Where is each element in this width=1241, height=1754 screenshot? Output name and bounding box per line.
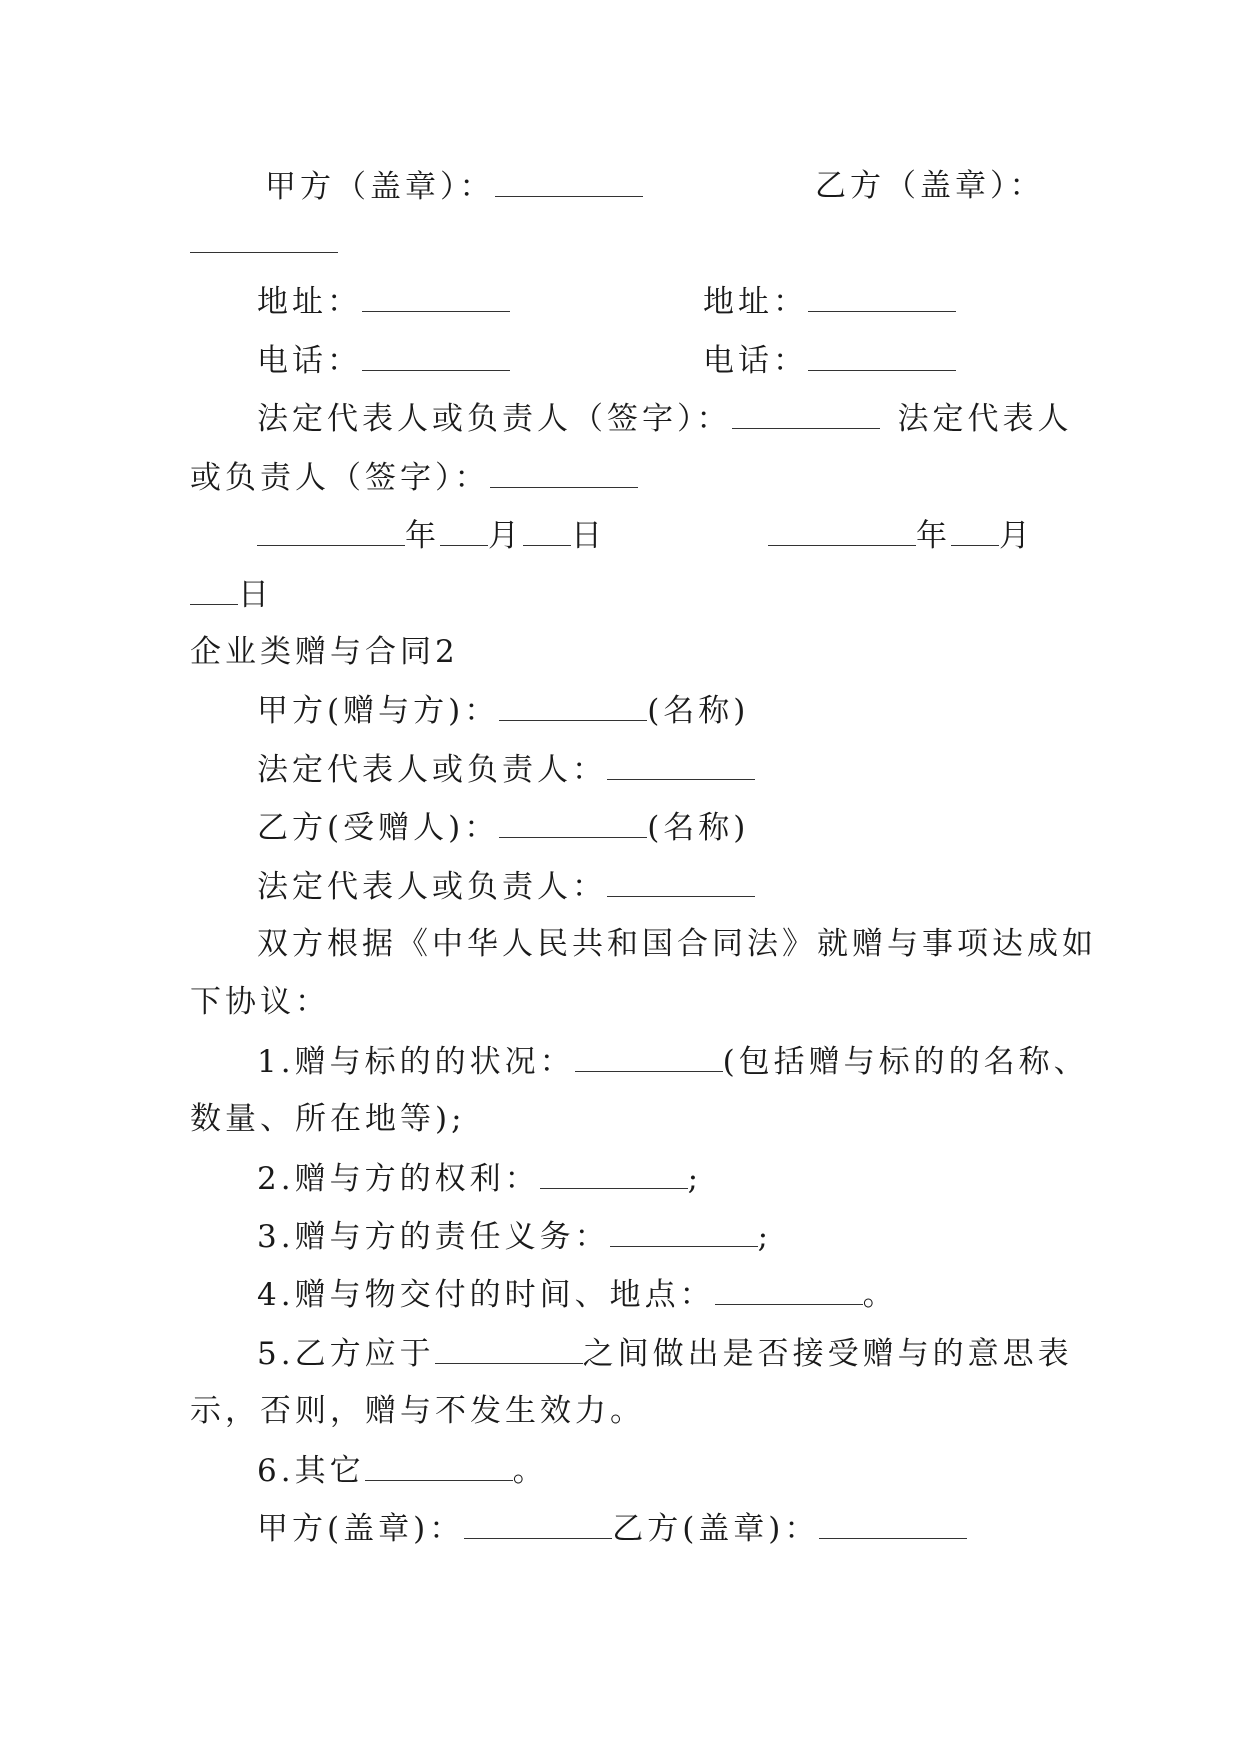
- date-b-month-blank: [951, 515, 999, 546]
- item3-label: 3.赠与方的责任义务：: [257, 1219, 610, 1255]
- sign-a-blank: [464, 1508, 612, 1539]
- contract2-party-a-line: [257, 690, 1137, 730]
- contract2-sign-line: [257, 1508, 1137, 1548]
- contract2-intro-line-2: 下协议：: [190, 984, 330, 1020]
- contract2-intro-line-1: 双方根据《中华人民共和国合同法》就赠与事项达成如: [257, 926, 1097, 962]
- item4-label: 4.赠与物交付的时间、地点：: [257, 1277, 715, 1313]
- item4-suffix: 。: [862, 1277, 898, 1313]
- contract2-party-a-blank: [499, 690, 647, 721]
- date-b-year-blank: [768, 515, 916, 546]
- contract2-item3-line: [257, 1216, 1137, 1256]
- sig1-date-a-line: [257, 515, 677, 555]
- item5-blank: [435, 1333, 583, 1364]
- sig1-rep-b-label-2: 或负责人（签字）：: [190, 460, 490, 496]
- sig1-rep-b-blank: [490, 457, 638, 488]
- contract2-item1-line: [257, 1041, 1137, 1081]
- contract2-rep-b-blank: [607, 866, 755, 897]
- sig1-address-a-line: [257, 281, 657, 321]
- item6-suffix: 。: [512, 1453, 548, 1489]
- sig1-address-a-label: 地址：: [257, 284, 362, 320]
- sig1-rep-a-label: 法定代表人或负责人（签字）：: [257, 401, 732, 437]
- item5-suffix: 之间做出是否接受赠与的意思表: [582, 1336, 1073, 1372]
- contract2-rep-a-line: [257, 749, 1137, 789]
- sig1-address-b-blank: [808, 281, 956, 312]
- sig1-rep-b-label-1: 法定代表人: [897, 401, 1073, 437]
- contract2-item2-line: [257, 1158, 1137, 1198]
- sig1-date-b-line: [768, 515, 1128, 555]
- date-b-day-blank: [190, 574, 238, 605]
- sig1-party-b-blank-line: [190, 222, 390, 262]
- item5-label: 5.乙方应于: [257, 1336, 435, 1372]
- sig1-rep-a-blank: [732, 398, 880, 429]
- date-a-day-label: 日: [571, 518, 606, 554]
- sign-b-label: 乙方(盖章)：: [612, 1511, 820, 1547]
- item1-suffix: (包括赠与标的的名称、: [722, 1044, 1089, 1080]
- contract2-item6-line: [257, 1450, 1137, 1490]
- sig1-party-b-line: [815, 166, 1115, 206]
- sig1-phone-b-blank: [808, 340, 956, 371]
- contract2-party-a-label: 甲方(赠与方)：: [257, 693, 500, 729]
- contract2-rep-b-line: [257, 866, 1137, 906]
- item3-blank: [610, 1216, 758, 1247]
- item3-suffix: ;: [757, 1219, 773, 1255]
- sig1-phone-a-label: 电话：: [257, 343, 362, 379]
- contract2-item5-cont: 示，否则，赠与不发生效力。: [190, 1393, 645, 1429]
- sig1-party-a-blank: [495, 166, 643, 197]
- sig1-party-b-label: 乙方（盖章）：: [815, 168, 1045, 204]
- sign-b-blank: [819, 1508, 967, 1539]
- contract2-party-a-suffix: (名称): [647, 693, 750, 729]
- contract2-rep-a-label: 法定代表人或负责人：: [257, 752, 607, 788]
- contract2-title: 企业类赠与合同2: [190, 634, 459, 670]
- sig1-party-a-label: 甲方（盖章）：: [265, 169, 495, 205]
- item2-label: 2.赠与方的权利：: [257, 1161, 540, 1197]
- item1-label: 1.赠与标的的状况：: [257, 1044, 575, 1080]
- sig1-phone-a-blank: [362, 340, 510, 371]
- date-a-month-label: 月: [488, 518, 523, 554]
- date-a-year-label: 年: [405, 518, 440, 554]
- date-b-day-label: 日: [238, 577, 273, 613]
- item2-suffix: ;: [687, 1161, 703, 1197]
- sig1-phone-b-line: [703, 340, 1103, 380]
- sig1-address-b-label: 地址：: [703, 284, 808, 320]
- sig1-address-a-blank: [362, 281, 510, 312]
- contract2-rep-b-label: 法定代表人或负责人：: [257, 869, 607, 905]
- sign-a-label: 甲方(盖章)：: [257, 1511, 465, 1547]
- date-b-year-label: 年: [916, 518, 951, 554]
- contract2-party-b-label: 乙方(受赠人)：: [257, 810, 500, 846]
- sig1-party-b-blank: [190, 222, 338, 253]
- contract2-party-b-blank: [499, 807, 647, 838]
- sig1-phone-a-line: [257, 340, 657, 380]
- contract2-item1-cont: 数量、所在地等);: [190, 1101, 466, 1137]
- date-b-month-label: 月: [999, 518, 1034, 554]
- contract2-party-b-line: [257, 807, 1137, 847]
- sig1-phone-b-label: 电话：: [703, 343, 808, 379]
- contract2-rep-a-blank: [607, 749, 755, 780]
- item1-blank: [575, 1041, 723, 1072]
- sig1-rep-line: [257, 398, 1137, 438]
- sig1-date-b-day-line: [190, 574, 390, 614]
- date-a-day-blank: [523, 515, 571, 546]
- item4-blank: [715, 1274, 863, 1305]
- item6-blank: [365, 1450, 513, 1481]
- contract2-party-b-suffix: (名称): [647, 810, 750, 846]
- sig1-address-b-line: [703, 281, 1103, 321]
- contract2-item5-line: [257, 1333, 1137, 1373]
- date-a-year-blank: [257, 515, 405, 546]
- date-a-month-blank: [440, 515, 488, 546]
- contract2-item4-line: [257, 1274, 1137, 1314]
- item2-blank: [540, 1158, 688, 1189]
- sig1-rep-b-line: [190, 457, 1070, 497]
- item6-label: 6.其它: [257, 1453, 365, 1489]
